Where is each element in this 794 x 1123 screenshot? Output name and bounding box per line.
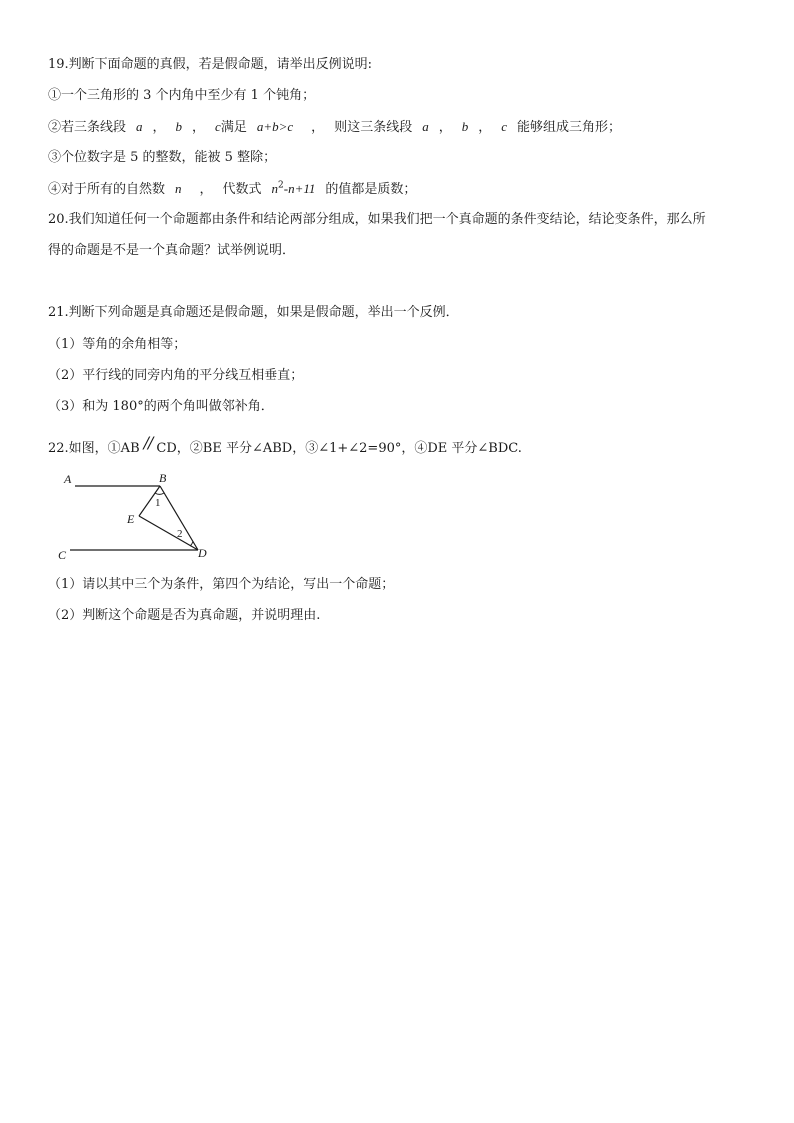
comma: ， — [478, 120, 492, 135]
comma: ， — [311, 120, 325, 135]
angle-label-2: 2 — [177, 528, 183, 540]
comma: ， — [199, 182, 213, 197]
geometry-figure — [48, 464, 228, 568]
var-c: c — [215, 119, 221, 134]
point-label-C: C — [58, 548, 67, 562]
q21-item-3: （3）和为 180°的两个角叫做邻补角． — [48, 399, 274, 414]
var-a: a — [422, 119, 429, 134]
q21-title: 21.判断下列命题是真命题还是假命题，如果是假命题，举出一个反例． — [48, 305, 459, 320]
q22-prefix: 22.如图，①AB — [48, 441, 140, 456]
point-label-B: B — [159, 471, 167, 485]
parallel-symbol: // — [143, 433, 153, 452]
q22-title — [48, 433, 522, 458]
var-b: b — [175, 119, 183, 134]
q19-item-4 — [48, 180, 416, 199]
q19-item-4-suffix: 的值都是质数； — [325, 182, 417, 197]
angle-label-1: 1 — [155, 497, 161, 509]
q19-item-4-mid: 代数式 — [222, 182, 262, 197]
var-n: n — [175, 181, 182, 196]
condition-expr: a+b>c — [256, 119, 294, 134]
q22-item-1: （1）请以其中三个为条件，第四个为结论，写出一个命题； — [48, 577, 395, 592]
segment-ED — [139, 516, 198, 550]
q20-line-1: 20.我们知道任何一个命题都由条件和结论两部分组成，如果我们把一个真命题的条件变结论，结论变条件，那么所 — [48, 212, 706, 227]
q21-item-2: （2）平行线的同旁内角的平分线互相垂直； — [48, 368, 304, 383]
q22-rest: CD，②BE 平分∠ABD，③∠1+∠2=90°，④DE 平分∠BDC. — [156, 441, 522, 456]
var-b: b — [461, 119, 469, 134]
q19-item-3: ③个位数字是 5 的整数，能被 5 整除； — [48, 150, 277, 165]
q19-item-1: ①一个三角形的 3 个内角中至少有 1 个钝角； — [48, 88, 316, 103]
q22-item-2: （2）判断这个命题是否为真命题，并说明理由. — [48, 608, 321, 623]
expr-exponent: 2 — [278, 180, 284, 191]
angle-2-arc — [190, 541, 193, 546]
comma: ， — [152, 120, 166, 135]
q19-item-2-mid: 满足 — [220, 120, 247, 135]
point-label-A: A — [64, 472, 72, 486]
expr-base: n — [271, 181, 279, 196]
q19-item-2-suffix: 能够组成三角形； — [517, 120, 622, 135]
comma: ， — [438, 120, 452, 135]
q20-line-2: 得的命题是不是一个真命题？试举例说明． — [48, 243, 296, 258]
point-label-D: D — [198, 546, 207, 560]
q21-item-1: （1）等角的余角相等； — [48, 337, 187, 352]
q19-item-2-then: 则这三条线段 — [334, 120, 413, 135]
comma: ， — [192, 120, 206, 135]
var-a: a — [136, 119, 143, 134]
q19-item-2 — [48, 118, 621, 137]
q19-title: 19.判断下面命题的真假，若是假命题，请举出反例说明: — [48, 57, 373, 72]
expr-rest: -n+11 — [283, 181, 316, 196]
q19-item-4-prefix: ④对于所有的自然数 — [48, 182, 166, 197]
segment-BD — [160, 486, 198, 550]
var-c: c — [501, 119, 508, 134]
q19-item-2-prefix: ②若三条线段 — [48, 120, 127, 135]
angle-1-arc — [155, 493, 164, 494]
point-label-E: E — [127, 512, 135, 526]
